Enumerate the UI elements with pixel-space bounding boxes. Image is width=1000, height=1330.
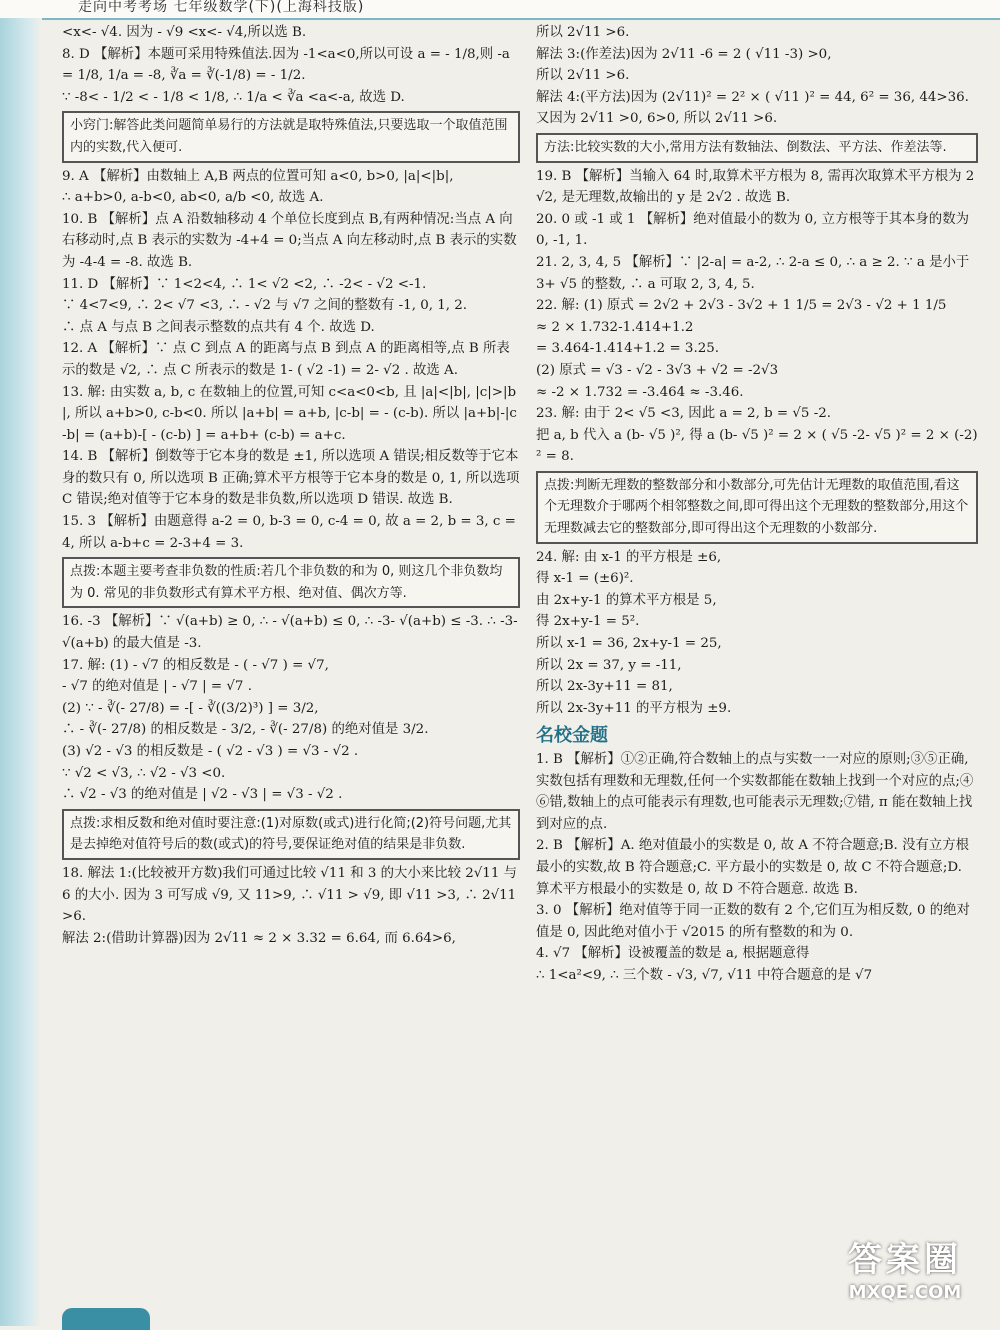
answer-paragraph: 21. 2, 3, 4, 5 【解析】∵ |2-a| = a-2, ∴ 2-a ≤ 0, ∴ a ≥ 2. ∵ a 是小于 3+ √5 的整数, ∴ a 可取 2, 3, 4, 5. — [536, 254, 974, 292]
tip-text: 方法:比较实数的大小,常用方法有数轴法、倒数法、平方法、作差法等. — [544, 139, 947, 155]
answer-paragraph: 16. -3 【解析】∵ √(a+b) ≥ 0, ∴ - √(a+b) ≤ 0, ∴ -3- √(a+b) ≤ -3. ∴ -3- √(a+b) 的最大值是 -3. — [62, 614, 522, 652]
answer-paragraph: 所以 2√11 >6. — [536, 68, 630, 84]
section-heading: 名校金题 — [536, 725, 608, 747]
answer-paragraph: 18. 解法 1:(比较被开方数)我们可通过比较 √11 和 3 的大小来比较 2√11 与 6 的大小. 因为 3 可写成 √9, 又 11>9, ∴ √11 > √9, 即 √11 >3, ∴ 2√11 >6. — [62, 865, 522, 925]
answer-paragraph: 11. D 【解析】∵ 1<2<4, ∴ 1< √2 <2, ∴ -2< - √2 <-1. — [62, 276, 427, 292]
answer-paragraph: ∴ - ∛(- 27/8) 的相反数是 - 3/2, - ∛(- 27/8) 的绝对值是 3/2. — [62, 722, 429, 738]
tip-text: 点拨:求相反数和绝对值时要注意:(1)对原数(或式)进行化简;(2)符号问题,尤其是去掉绝对值符号后的数(或式)的符号,要保证绝对值的结果是非负数. — [70, 815, 512, 853]
tip-text: 小窍门:解答此类问题简单易行的方法就是取特殊值法,只要选取一个取值范围内的实数,代入便可. — [70, 118, 508, 155]
answer-paragraph: ∵ 4<7<9, ∴ 2< √7 <3, ∴ - √2 与 √7 之间的整数有 -1, 0, 1, 2. — [62, 298, 468, 314]
header-title: 走向中考考场 七年级数学(下)(上海科技版) — [78, 0, 365, 15]
watermark-line2: MXQE.COM — [848, 1282, 962, 1303]
right-column — [536, 22, 978, 987]
answer-paragraph: 所以 2x-3y+11 = 81, — [536, 679, 673, 695]
tip-text: 点拨:判断无理数的整数部分和小数部分,可先估计无理数的取值范围,看这个无理数介于哪两个相邻整数之间,即可得出这个无理数的整数部分,用这个无理数减去它的整数部分,即可得出这个无理数的小数部分. — [544, 477, 969, 537]
answer-paragraph: (2) ∵ - ∛(- 27/8) = -[ - ∛((3/2)³) ] = 3/2, — [62, 700, 319, 716]
answer-paragraph: 9. A 【解析】由数轴上 A,B 两点的位置可知 a<0, b>0, |a|<|b|, — [62, 168, 454, 184]
answer-paragraph: - √7 的绝对值是 | - √7 | = √7 . — [62, 679, 252, 695]
tip-text: 点拨:本题主要考查非负数的性质:若几个非负数的和为 0, 则这几个非负数均为 0. 常见的非负数形式有算术平方根、绝对值、偶次方等. — [70, 564, 503, 601]
decorative-side-band — [0, 18, 42, 1326]
tip-box — [62, 111, 520, 162]
answer-paragraph: 所以 2x = 37, y = -11, — [536, 657, 682, 673]
answer-paragraph: 10. B 【解析】点 A 沿数轴移动 4 个单位长度到点 B,有两种情况:当点 A 向右移动时,点 B 表示的实数为 -4+4 = 0;当点 A 向左移动时,点 B 表示的实数为 -4-4 = -8. 故选 B. — [62, 211, 517, 270]
answer-paragraph: ≈ -2 × 1.732 = -3.464 ≈ -3.46. — [536, 384, 744, 400]
answer-paragraph: 解法 4:(平方法)因为 (2√11)² = 2² × ( √11 )² = 44, 6² = 36, 44>36. 又因为 2√11 >0, 6>0, 所以 2√11 >6. — [536, 89, 974, 127]
tip-box — [62, 557, 520, 608]
answer-paragraph: 3. 0 【解析】绝对值等于同一正数的数有 2 个,它们互为相反数, 0 的绝对值是 0, 因此绝对值小于 √2015 的所有整数的和为 0. — [536, 903, 970, 940]
answer-paragraph: = 3.464-1.414+1.2 = 3.25. — [536, 341, 719, 357]
answer-paragraph: 得 x-1 = (±6)². — [536, 571, 634, 587]
answer-paragraph: ∴ 点 A 与点 B 之间表示整数的点共有 4 个. 故选 D. — [62, 319, 375, 335]
page-header — [0, 0, 1000, 20]
answer-paragraph: 13. 解: 由实数 a, b, c 在数轴上的位置,可知 c<a<0<b, 且 |a|<|b|, |c|>|b|, 所以 a+b>0, c-b<0. 所以 |a+b| = a+b, |c-b| = - (c-b). 所以 |a+b|-|c-b| = (a+b)-[ - (c-b) ] = a+b+ (c-b) = a+c. — [62, 384, 517, 443]
answer-paragraph: <x<- √4. 因为 - √9 <x<- √4,所以选 B. — [62, 25, 307, 40]
answer-paragraph: ≈ 2 × 1.732-1.414+1.2 — [536, 319, 694, 335]
answer-paragraph: 所以 2√11 >6. — [536, 25, 630, 40]
answer-paragraph: ∴ √2 - √3 的绝对值是 | √2 - √3 | = √3 - √2 . — [62, 787, 343, 803]
answer-paragraph: 解法 2:(借助计算器)因为 2√11 ≈ 2 × 3.32 = 6.64, 而 6.64>6, — [62, 930, 456, 946]
left-column — [62, 22, 524, 949]
answer-paragraph: 1. B 【解析】①②正确,符合数轴上的点与实数一一对应的原则;③⑤正确,实数包括有理数和无理数,任何一个实数都能在数轴上找到一个对应的点;④⑥错,数轴上的点可能表示有理数,也可能表示无理数;⑦错, π 能在数轴上找到对应的点. — [536, 752, 974, 832]
answer-paragraph: 14. B 【解析】倒数等于它本身的数是 ±1, 所以选项 A 错误;相反数等于它本身的数只有 0, 所以选项 B 正确;算术平方根等于它本身的数是 0, 1, 所以选项 C 错误;绝对值等于它本身的数是非负数,所以选项 D 错误. 故选 B. — [62, 449, 524, 508]
answer-paragraph: 12. A 【解析】∵ 点 C 到点 A 的距离与点 B 到点 A 的距离相等,点 B 所表示的数是 √2, ∴ 点 C 所表示的数是 1- ( √2 -1) = 2- √2 . 故选 A. — [62, 341, 510, 378]
answer-paragraph: 20. 0 或 -1 或 1 【解析】绝对值最小的数为 0, 立方根等于其本身的数为 0, -1, 1. — [536, 211, 974, 249]
answer-paragraph: 8. D 【解析】本题可采用特殊值法.因为 -1<a<0,所以可设 a = - 1/8,则 -a = 1/8, 1/a = -8, ∛a = ∛(-1/8) = - 1/2. — [62, 46, 515, 84]
watermark-line1: 答案圈 — [848, 1240, 962, 1280]
answer-paragraph: 24. 解: 由 x-1 的平方根是 ±6, — [536, 549, 722, 565]
answer-paragraph: (2) 原式 = √3 - √2 - 3√3 + √2 = -2√3 — [536, 362, 779, 378]
watermark-logo — [830, 1238, 980, 1318]
answer-paragraph: 19. B 【解析】当输入 64 时,取算术平方根为 8, 需再次取算术平方根为 2√2, 是无理数,故输出的 y 是 2√2 . 故选 B. — [536, 168, 975, 206]
answer-paragraph: (3) √2 - √3 的相反数是 - ( √2 - √3 ) = √3 - √2 . — [62, 744, 359, 759]
answer-paragraph: 所以 x-1 = 36, 2x+y-1 = 25, — [536, 636, 722, 652]
answer-paragraph: 17. 解: (1) - √7 的相反数是 - ( - √7 ) = √7, — [62, 657, 329, 673]
answer-paragraph: 把 a, b 代入 a (b- √5 )², 得 a (b- √5 )² = 2 × ( √5 -2- √5 )² = 2 × (-2)² = 8. — [536, 427, 978, 465]
page-number-tab — [62, 1308, 150, 1330]
answer-paragraph: ∴ a+b>0, a-b<0, ab<0, a/b <0, 故选 A. — [62, 190, 324, 206]
tip-box — [62, 809, 520, 860]
answer-paragraph: 2. B 【解析】A. 绝对值最小的实数是 0, 故 A 不符合题意;B. 没有立方根最小的实数,故 B 符合题意;C. 平方最小的实数是 0, 故 C 不符合题意;D. 算术平方根最小的实数是 0, 故 D 不符合题意. 故选 B. — [536, 838, 970, 897]
answer-paragraph: ∵ -8< - 1/2 < - 1/8 < 1/8, ∴ 1/a < ∛a <a<-a, 故选 D. — [62, 89, 405, 105]
answer-paragraph: 所以 2x-3y+11 的平方根为 ±9. — [536, 700, 732, 716]
answer-paragraph: 由 2x+y-1 的算术平方根是 5, — [536, 592, 717, 608]
answer-paragraph: 23. 解: 由于 2< √5 <3, 因此 a = 2, b = √5 -2. — [536, 406, 832, 422]
tip-box — [536, 471, 978, 544]
answer-paragraph: 15. 3 【解析】由题意得 a-2 = 0, b-3 = 0, c-4 = 0, 故 a = 2, b = 3, c = 4, 所以 a-b+c = 2-3+4 = 3. — [62, 514, 521, 551]
answer-paragraph: 22. 解: (1) 原式 = 2√2 + 2√3 - 3√2 + 1 1/5 = 2√3 - √2 + 1 1/5 — [536, 298, 947, 314]
answer-paragraph: 解法 3:(作差法)因为 2√11 -6 = 2 ( √11 -3) >0, — [536, 46, 832, 62]
tip-box — [536, 133, 978, 163]
answer-paragraph: 4. √7 【解析】设被覆盖的数是 a, 根据题意得 — [536, 946, 810, 962]
answer-paragraph: 得 2x+y-1 = 5². — [536, 614, 640, 630]
answer-paragraph: ∵ √2 < √3, ∴ √2 - √3 <0. — [62, 765, 226, 781]
answer-paragraph: ∴ 1<a²<9, ∴ 三个数 - √3, √7, √11 中符合题意的是 √7 — [536, 967, 873, 983]
